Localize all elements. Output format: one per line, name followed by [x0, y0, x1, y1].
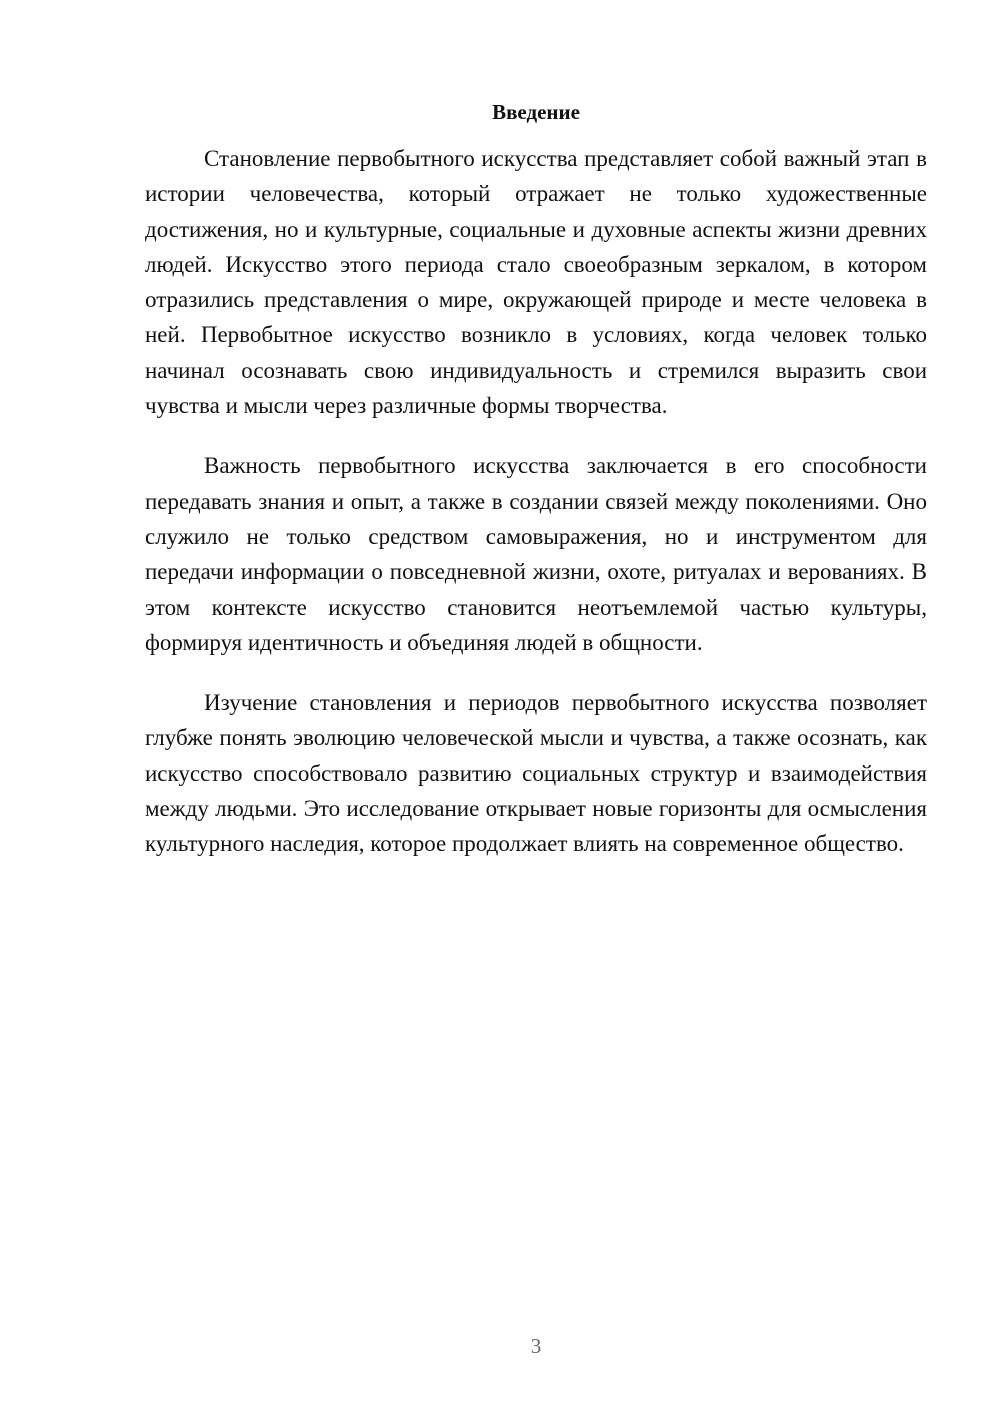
body-text — [145, 141, 927, 887]
section-heading: Введение — [492, 100, 580, 124]
paragraph-1: Становление первобытного искусства представляет собой важный этап в истории человечества, который отражает не только художественные достижения, но и культурные, социальные и духовные аспекты жизни древних людей. Искусство этого периода стало своеобразным зеркалом, в котором отразились представления о мире, окружающей природе и месте человека в ней. Первобытное искусство возникло в условиях, когда человек только начинал осознавать свою индивидуальность и стремился выразить свои чувства и мысли через различные формы творчества. — [145, 146, 927, 419]
paragraph-3: Изучение становления и периодов первобытного искусства позволяет глубже понять эволюцию человеческой мысли и чувства, а также осознать, как искусство способствовало развитию социальных структур и взаимодействия между людьми. Это исследование открывает новые горизонты для осмысления культурного наследия, которое продолжает влиять на современное общество. — [145, 690, 927, 857]
page-number: 3 — [530, 1334, 542, 1358]
paragraph-2: Важность первобытного искусства заключается в его способности передавать знания и опыт, а также в создании связей между поколениями. Оно служило не только средством самовыражения, но и инструментом для передачи информации о повседневной жизни, охоте, ритуалах и верованиях. В этом контексте искусство становится неотъемлемой частью культуры, формируя идентичность и объединяя людей в общности. — [145, 453, 927, 655]
